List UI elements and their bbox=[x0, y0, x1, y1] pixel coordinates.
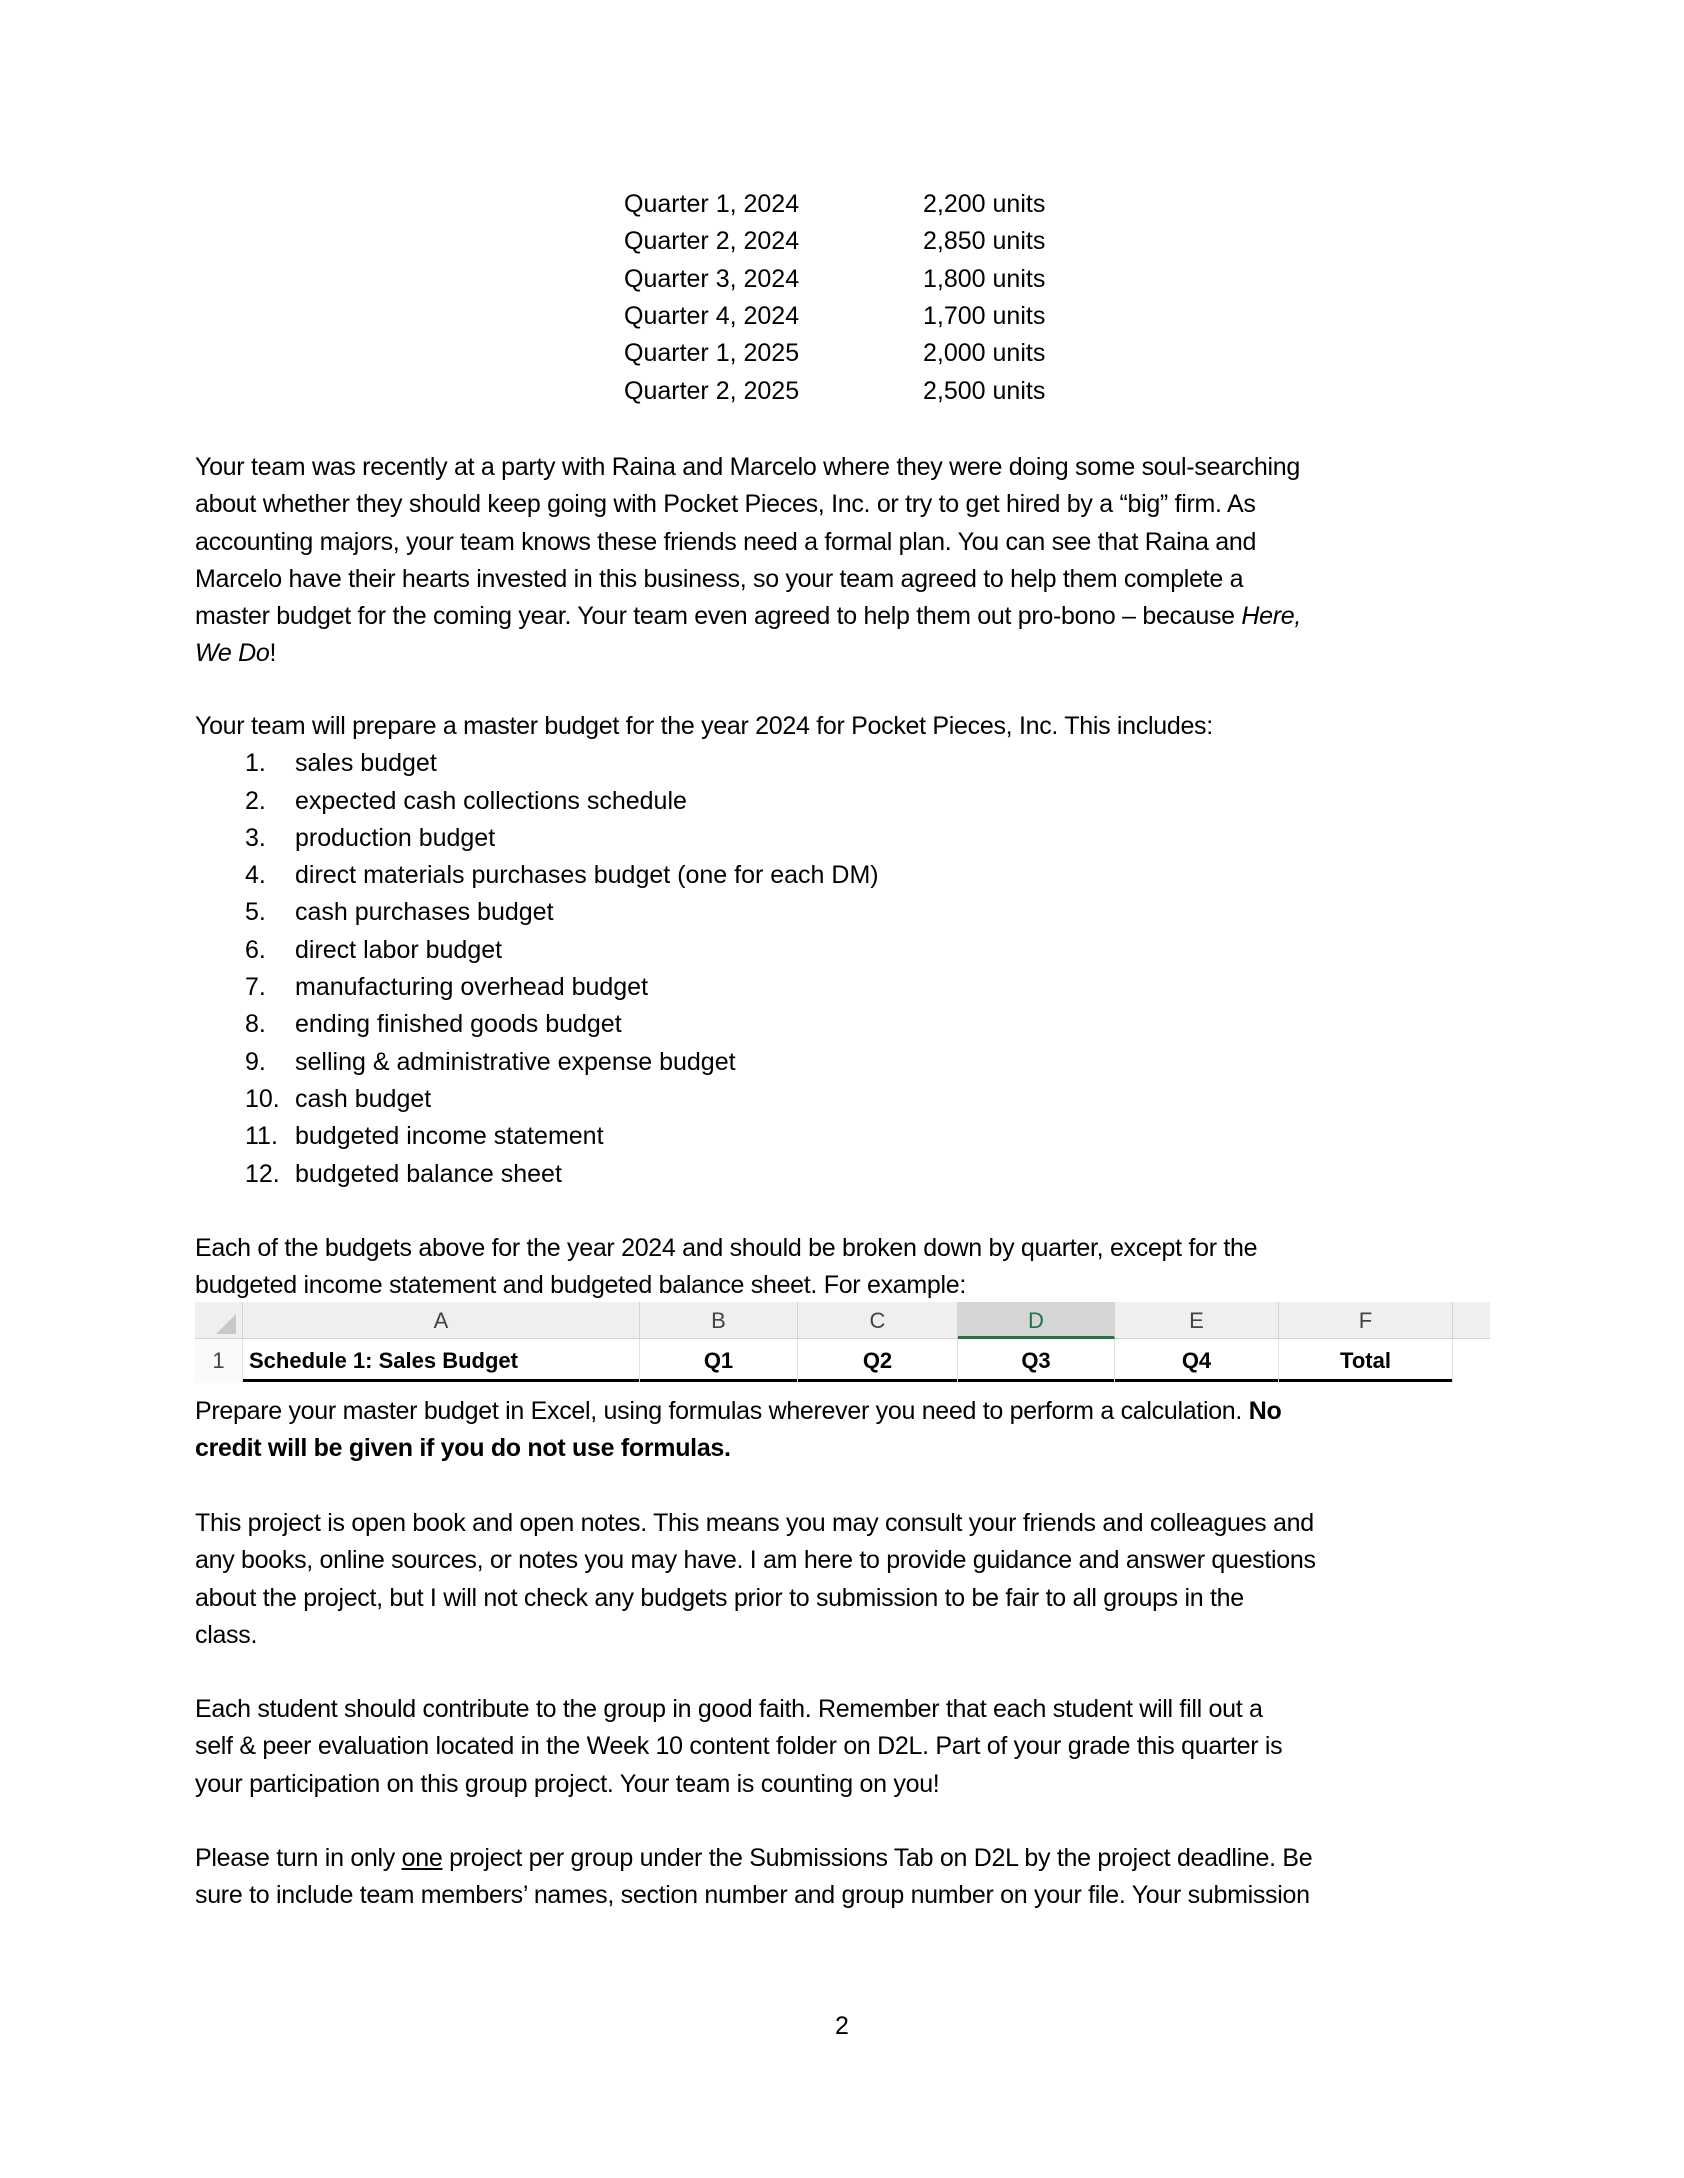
list-item bbox=[195, 932, 1213, 969]
forecast-row bbox=[0, 298, 1684, 335]
row-number: 1 bbox=[195, 1339, 243, 1383]
text: Please turn in only bbox=[195, 1844, 402, 1872]
text-line bbox=[195, 486, 1301, 523]
bold-text: credit will be given if you do not use formulas. bbox=[195, 1434, 731, 1463]
select-all-corner bbox=[195, 1302, 243, 1339]
text-line: Each student should contribute to the group in good faith. Remember that each student will fill out a bbox=[195, 1695, 1263, 1723]
list-number: 9. bbox=[245, 1047, 266, 1076]
list-text: ending finished goods budget bbox=[295, 1010, 622, 1039]
list-number: 3. bbox=[245, 823, 266, 852]
list-item bbox=[195, 1156, 1213, 1193]
period: Quarter 2, 2025 bbox=[624, 376, 800, 405]
list-text: sales budget bbox=[295, 749, 437, 778]
text: accounting majors, your team knows these friends need a formal plan. You can see that Raina and bbox=[195, 527, 1257, 556]
units: 1,700 units bbox=[923, 301, 1046, 330]
text-line bbox=[195, 524, 1301, 561]
list-text: production budget bbox=[295, 823, 496, 852]
text-line: your participation on this group project. Your team is counting on you! bbox=[195, 1769, 940, 1798]
text-line: Each of the budgets above for the year 2024 and should be broken down by quarter, except for the bbox=[195, 1234, 1258, 1262]
text: ! bbox=[269, 639, 277, 668]
text-line: about the project, but I will not check any budgets prior to submission to be fair to all groups in the bbox=[195, 1583, 1244, 1612]
text-line: sure to include team members’ names, section number and group number on your file. Your submission bbox=[195, 1881, 1310, 1910]
cell-e1: Q4 bbox=[1115, 1339, 1279, 1383]
list-number: 6. bbox=[245, 935, 266, 964]
italic-text: We Do bbox=[195, 639, 270, 668]
list-number: 10. bbox=[245, 1084, 280, 1113]
bold-text: No bbox=[1248, 1397, 1282, 1425]
units: 2,850 units bbox=[923, 227, 1046, 256]
list-item bbox=[195, 1118, 1213, 1155]
period: Quarter 3, 2024 bbox=[624, 264, 800, 293]
text-line: class. bbox=[195, 1620, 258, 1649]
list-text: budgeted balance sheet bbox=[295, 1159, 562, 1188]
page-number: 2 bbox=[835, 2012, 849, 2040]
period: Quarter 2, 2024 bbox=[624, 227, 800, 256]
forecast-row bbox=[0, 223, 1684, 260]
cell-b1: Q1 bbox=[640, 1339, 798, 1383]
text-line bbox=[195, 561, 1301, 598]
forecast-row bbox=[0, 261, 1684, 298]
list-text: budgeted income statement bbox=[295, 1122, 604, 1151]
text-line: budgeted income statement and budgeted balance sheet. For example: bbox=[195, 1271, 967, 1300]
column-header-c: C bbox=[798, 1302, 958, 1339]
list-number: 7. bbox=[245, 973, 266, 1002]
list-number: 8. bbox=[245, 1010, 266, 1039]
paragraph-good-faith bbox=[195, 1691, 1282, 1803]
list-number: 11. bbox=[245, 1122, 278, 1151]
units: 2,500 units bbox=[923, 376, 1046, 405]
list-item bbox=[195, 745, 1213, 782]
list-item bbox=[195, 1006, 1213, 1043]
intro-text: Your team will prepare a master budget for the year 2024 for Pocket Pieces, Inc. This includes: bbox=[195, 712, 1213, 740]
list-text: cash budget bbox=[295, 1084, 432, 1113]
cell-f1: Total bbox=[1279, 1339, 1453, 1383]
list-text: selling & administrative expense budget bbox=[295, 1047, 736, 1076]
list-number: 2. bbox=[245, 786, 266, 815]
excel-example-image bbox=[195, 1302, 1490, 1383]
list-item bbox=[195, 969, 1213, 1006]
cell-a1: Schedule 1: Sales Budget bbox=[243, 1339, 640, 1383]
text: project per group under the Submissions Tab on D2L by the project deadline. Be bbox=[442, 1844, 1313, 1872]
list-item bbox=[195, 1081, 1213, 1118]
text: Your team was recently at a party with Raina and Marcelo where they were doing some soul-searching bbox=[195, 453, 1300, 481]
list-text: cash purchases budget bbox=[295, 898, 554, 927]
period: Quarter 1, 2025 bbox=[624, 339, 800, 368]
column-header-e: E bbox=[1115, 1302, 1279, 1339]
period: Quarter 4, 2024 bbox=[624, 301, 800, 330]
list-item bbox=[195, 894, 1213, 931]
column-header-d: D bbox=[958, 1302, 1115, 1339]
cell-c1: Q2 bbox=[798, 1339, 958, 1383]
list-text: expected cash collections schedule bbox=[295, 786, 687, 815]
list-text: direct labor budget bbox=[295, 935, 503, 964]
text-line: This project is open book and open notes. This means you may consult your friends and colleagues and bbox=[195, 1509, 1314, 1537]
list-number: 1. bbox=[245, 749, 266, 778]
paragraph-submission bbox=[195, 1840, 1312, 1915]
list-item bbox=[195, 857, 1213, 894]
forecast-row bbox=[0, 335, 1684, 372]
list-text: manufacturing overhead budget bbox=[295, 973, 649, 1002]
paragraph-includes bbox=[195, 708, 1213, 1193]
budget-list bbox=[195, 745, 1213, 1193]
units: 2,000 units bbox=[923, 339, 1046, 368]
underlined-text: one bbox=[401, 1844, 443, 1872]
period: Quarter 1, 2024 bbox=[624, 190, 800, 218]
paragraph-breakdown bbox=[195, 1230, 1257, 1305]
list-number: 12. bbox=[245, 1159, 280, 1188]
text-line: self & peer evaluation located in the Week 10 content folder on D2L. Part of your grade this quarter is bbox=[195, 1732, 1283, 1761]
forecast-row bbox=[0, 186, 1684, 223]
text-line: any books, online sources, or notes you may have. I am here to provide guidance and answer questions bbox=[195, 1546, 1316, 1575]
list-item bbox=[195, 783, 1213, 820]
text: Prepare your master budget in Excel, using formulas wherever you need to perform a calculation. bbox=[195, 1397, 1249, 1425]
column-header-b: B bbox=[640, 1302, 798, 1339]
cell-d1: Q3 bbox=[958, 1339, 1115, 1383]
italic-text: Here, bbox=[1241, 602, 1302, 631]
text-line bbox=[195, 449, 1301, 486]
text: about whether they should keep going with Pocket Pieces, Inc. or try to get hired by a “big” firm. As bbox=[195, 490, 1256, 519]
paragraph-party bbox=[195, 449, 1301, 673]
text: Marcelo have their hearts invested in this business, so your team agreed to help them complete a bbox=[195, 564, 1244, 593]
list-item bbox=[195, 1044, 1213, 1081]
paragraph-formulas bbox=[195, 1393, 1281, 1468]
list-number: 4. bbox=[245, 861, 266, 890]
column-header-g bbox=[1453, 1302, 1490, 1339]
list-text: direct materials purchases budget (one for each DM) bbox=[295, 861, 879, 890]
units: 1,800 units bbox=[923, 264, 1046, 293]
forecast-row bbox=[0, 373, 1684, 410]
units: 2,200 units bbox=[923, 190, 1046, 218]
column-header-f: F bbox=[1279, 1302, 1453, 1339]
column-header-a: A bbox=[243, 1302, 640, 1339]
list-item bbox=[195, 820, 1213, 857]
text: master budget for the coming year. Your team even agreed to help them out pro-bono – because bbox=[195, 602, 1242, 631]
list-number: 5. bbox=[245, 898, 266, 927]
text-line bbox=[195, 598, 1301, 635]
paragraph-open-book bbox=[195, 1505, 1316, 1654]
